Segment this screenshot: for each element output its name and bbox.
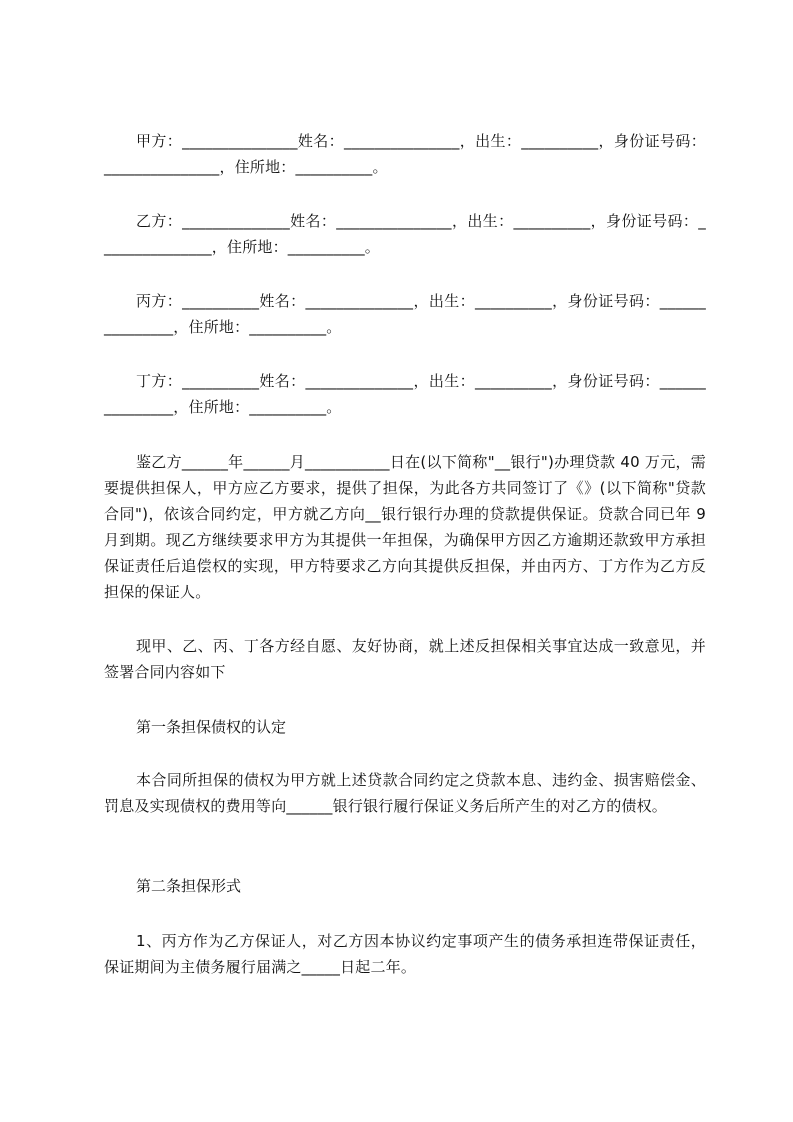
article-2-heading: 第二条担保形式 [136,877,242,895]
party-a-paragraph: 甲方：_______________姓名：_______________，出生：__________，身份证号码：_______________，住所地：__________。 [104,132,706,176]
party-b-paragraph: 乙方：______________姓名：_______________，出生：__________，身份证号码：_______________，住所地：__________。 [104,212,706,256]
agreement-intro-paragraph: 现甲、乙、丙、丁各方经自愿、友好协商，就上述反担保相关事宜达成一致意见，并签署合同内容如下 [104,637,706,681]
background-paragraph: 鉴乙方______年______月___________日在(以下简称"__银行")办理贷款 40 万元，需要提供担保人，甲方应乙方要求，提供了担保，为此各方共同签订了《》(以下简称"贷款合同")，依该合同约定，甲方就乙方向__银行银行办理的贷款提供保证。贷款合同已年 9 月到期。现乙方继续要求甲方为其提供一年担保，为确保甲方因乙方逾期还款致甲方承担保证责任后追偿权的实现，甲方特要求乙方向其提供反担保，并由丙方、丁方作为乙方反担保的保证人。 [104,453,706,601]
party-c-paragraph: 丙方：__________姓名：______________，出生：__________，身份证号码：_______________，住所地：__________。 [104,292,706,336]
article-2-clause-1: 1、丙方作为乙方保证人，对乙方因本协议约定事项产生的债务承担连带保证责任，保证期间为主债务履行届满之_____日起二年。 [104,932,706,976]
article-1-body: 本合同所担保的债权为甲方就上述贷款合同约定之贷款本息、违约金、损害赔偿金、罚息及实现债权的费用等向______银行银行履行保证义务后所产生的对乙方的债权。 [104,771,706,815]
article-1-heading: 第一条担保债权的认定 [136,718,287,736]
party-d-paragraph: 丁方：__________姓名：______________，出生：__________，身份证号码：_______________，住所地：__________。 [104,372,706,416]
